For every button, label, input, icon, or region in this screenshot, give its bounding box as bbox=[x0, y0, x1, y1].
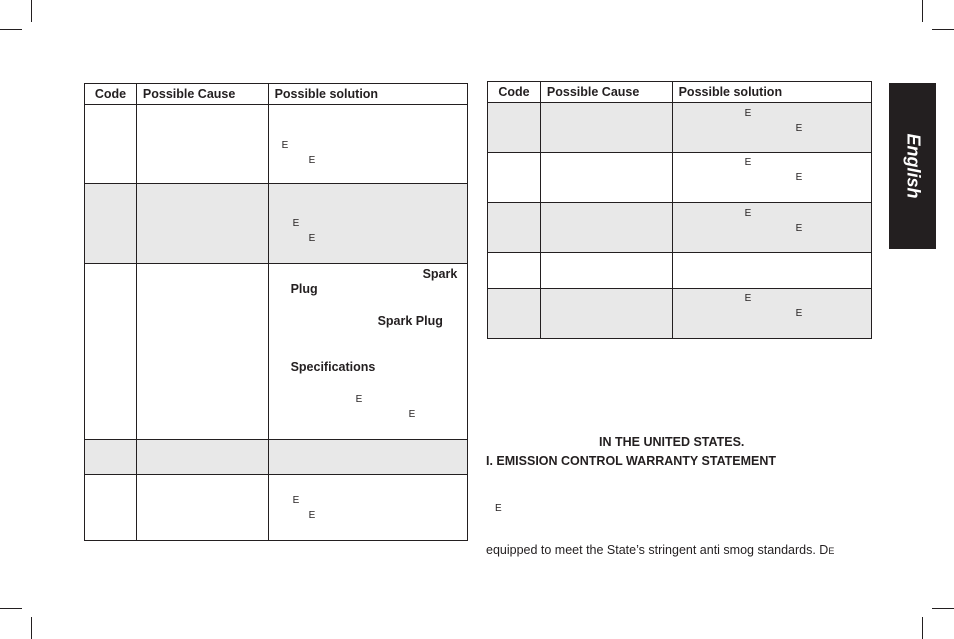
warranty-heading-fragment: IN THE UNITED STATES. bbox=[599, 435, 745, 449]
table-header-row bbox=[488, 82, 872, 103]
table-row bbox=[488, 153, 872, 203]
glyph-mark: E bbox=[308, 155, 316, 166]
crop-mark bbox=[922, 0, 923, 22]
glyph-mark: E bbox=[744, 208, 752, 219]
glyph-mark: E bbox=[744, 157, 752, 168]
cause-cell bbox=[136, 105, 268, 184]
glyph-mark: E bbox=[795, 123, 803, 134]
table-row bbox=[488, 103, 872, 153]
glyph-mark: E bbox=[308, 510, 316, 521]
troubleshooting-table-right bbox=[487, 81, 872, 339]
solution-cell bbox=[672, 289, 871, 339]
crop-mark bbox=[932, 29, 954, 30]
plug-label: Plug bbox=[290, 282, 318, 296]
table-row bbox=[85, 264, 468, 440]
code-cell bbox=[488, 203, 541, 253]
column-header-solution: Possible solution bbox=[268, 84, 467, 105]
language-tab-label: English bbox=[903, 133, 923, 199]
glyph-mark: E bbox=[744, 293, 752, 304]
column-header-code: Code bbox=[488, 82, 541, 103]
solution-cell bbox=[672, 203, 871, 253]
cause-cell bbox=[540, 289, 672, 339]
cause-cell bbox=[540, 253, 672, 289]
table-row bbox=[85, 184, 468, 264]
crop-mark bbox=[922, 617, 923, 639]
code-cell bbox=[85, 105, 137, 184]
glyph-mark: E bbox=[308, 233, 316, 244]
glyph-mark: E bbox=[292, 495, 300, 506]
table-row bbox=[488, 203, 872, 253]
troubleshooting-table-left bbox=[84, 83, 468, 541]
column-header-cause: Possible Cause bbox=[136, 84, 268, 105]
code-cell bbox=[85, 264, 137, 440]
column-header-code: Code bbox=[85, 84, 137, 105]
cause-cell bbox=[136, 184, 268, 264]
glyph-mark: E bbox=[408, 409, 416, 420]
solution-cell bbox=[268, 184, 467, 264]
table-row bbox=[488, 253, 872, 289]
spark-label: Spark bbox=[422, 267, 458, 281]
solution-cell bbox=[268, 440, 467, 475]
cause-cell bbox=[136, 475, 268, 541]
solution-cell bbox=[672, 103, 871, 153]
warranty-body-line: equipped to meet the State’s stringent anti smog standards. DE bbox=[486, 543, 835, 557]
crop-mark bbox=[932, 608, 954, 609]
cause-cell bbox=[540, 153, 672, 203]
table-row bbox=[85, 475, 468, 541]
specifications-label: Specifications bbox=[290, 360, 376, 374]
warranty-statement-title: I. EMISSION CONTROL WARRANTY STATEMENT bbox=[486, 454, 777, 468]
glyph-mark: E bbox=[495, 503, 502, 514]
column-header-solution: Possible solution bbox=[672, 82, 871, 103]
table-row bbox=[85, 105, 468, 184]
code-cell bbox=[488, 289, 541, 339]
glyph-mark: E bbox=[292, 218, 300, 229]
code-cell bbox=[488, 253, 541, 289]
solution-cell bbox=[268, 105, 467, 184]
language-tab bbox=[889, 83, 936, 249]
cause-cell bbox=[136, 264, 268, 440]
cause-cell bbox=[540, 103, 672, 153]
crop-mark bbox=[0, 608, 22, 609]
code-cell bbox=[488, 153, 541, 203]
glyph-mark: E bbox=[795, 172, 803, 183]
solution-cell bbox=[672, 253, 871, 289]
crop-mark bbox=[0, 29, 22, 30]
glyph-mark: E bbox=[281, 140, 289, 151]
code-cell bbox=[85, 184, 137, 264]
spark-plug-label: Spark Plug bbox=[377, 314, 443, 328]
code-cell bbox=[85, 440, 137, 475]
table-header-row bbox=[85, 84, 468, 105]
crop-mark bbox=[31, 617, 32, 639]
code-cell bbox=[488, 103, 541, 153]
table-row bbox=[85, 440, 468, 475]
cause-cell bbox=[540, 203, 672, 253]
solution-cell bbox=[672, 153, 871, 203]
code-cell bbox=[85, 475, 137, 541]
glyph-mark: E bbox=[744, 108, 752, 119]
solution-cell bbox=[268, 264, 467, 440]
solution-cell bbox=[268, 475, 467, 541]
glyph-mark: E bbox=[795, 308, 803, 319]
column-header-cause: Possible Cause bbox=[540, 82, 672, 103]
glyph-mark: E bbox=[355, 394, 363, 405]
table-row bbox=[488, 289, 872, 339]
glyph-mark: E bbox=[795, 223, 803, 234]
crop-mark bbox=[31, 0, 32, 22]
cause-cell bbox=[136, 440, 268, 475]
